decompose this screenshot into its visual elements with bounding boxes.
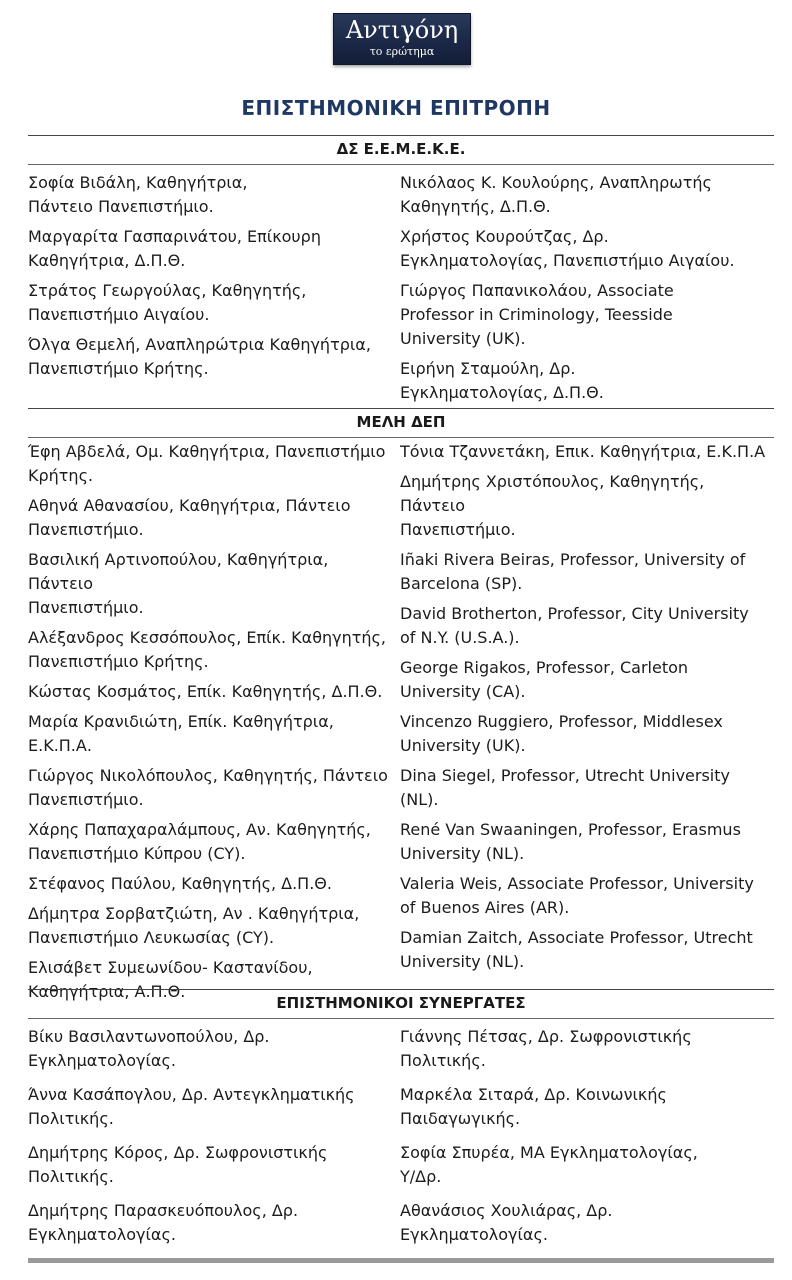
member-entry: Σοφία Σπυρέα, ΜΑ Εγκληματολογίας, Υ/Δρ. xyxy=(400,1143,698,1186)
member-entry: René Van Swaaningen, Professor, Erasmus University (NL). xyxy=(400,820,741,863)
member-entry: Βίκυ Βασιλαντωνοπούλου, Δρ. Εγκληματολογίας. xyxy=(28,1027,270,1070)
right-column xyxy=(400,1019,774,1257)
member-entry: Δημήτρης Χριστόπουλος, Καθηγητής, Πάντειο Πανεπιστήμιο. xyxy=(400,472,705,539)
member-entry: Αθανάσιος Χουλιάρας, Δρ. Εγκληματολογίας. xyxy=(400,1201,613,1244)
right-column xyxy=(400,438,774,980)
member-entry: Ελισάβετ Συμεωνίδου- Καστανίδου, Καθηγήτρια, Α.Π.Θ. xyxy=(28,958,313,1001)
left-column xyxy=(28,165,394,386)
member-entry: Δήμητρα Σορβατζιώτη, Αν . Καθηγήτρια, Πανεπιστήμιο Λευκωσίας (CY). xyxy=(28,904,360,947)
member-entry: George Rigakos, Professor, Carleton University (CA). xyxy=(400,658,689,701)
member-entry: Έφη Αβδελά, Ομ. Καθηγήτρια, Πανεπιστήμιο Κρήτης. xyxy=(28,442,386,485)
section-header: ΔΣ Ε.Ε.Μ.Ε.Κ.Ε. xyxy=(28,135,774,165)
member-entry: Γιάννης Πέτσας, Δρ. Σωφρονιστικής Πολιτικής. xyxy=(400,1027,692,1070)
logo-subtitle: το ερώτημα xyxy=(369,45,435,58)
member-entry: Δημήτρης Παρασκευόπουλος, Δρ. Εγκληματολογίας. xyxy=(28,1201,299,1244)
member-entry: Dina Siegel, Professor, Utrecht University (NL). xyxy=(400,766,730,809)
left-column xyxy=(28,438,394,1010)
member-entry: Αθηνά Αθανασίου, Καθηγήτρια, Πάντειο Πανεπιστήμιο. xyxy=(28,496,351,539)
member-entry: Άννα Κασάπογλου, Δρ. Αντεγκληματικής Πολιτικής. xyxy=(28,1085,355,1128)
member-entry: Κώστας Κοσμάτος, Επίκ. Καθηγητής, Δ.Π.Θ. xyxy=(28,682,383,701)
bottom-divider xyxy=(28,1258,774,1263)
member-entry: Χάρης Παπαχαραλάμπους, Αν. Καθηγητής, Πανεπιστήμιο Κύπρου (CY). xyxy=(28,820,371,863)
member-entry: Σοφία Βιδάλη, Καθηγήτρια, Πάντειο Πανεπιστήμιο. xyxy=(28,173,248,216)
right-column xyxy=(400,165,774,410)
member-entry: Όλγα Θεμελή, Αναπληρώτρια Καθηγήτρια, Πανεπιστήμιο Κρήτης. xyxy=(28,335,371,378)
member-entry: Τόνια Τζαννετάκη, Επικ. Καθηγήτρια, Ε.Κ.Π.Α xyxy=(400,442,766,461)
member-entry: Vincenzo Ruggiero, Professor, Middlesex University (UK). xyxy=(400,712,723,755)
member-entry: Στράτος Γεωργούλας, Καθηγητής, Πανεπιστήμιο Αιγαίου. xyxy=(28,281,307,324)
member-entry: Valeria Weis, Associate Professor, University of Buenos Aires (AR). xyxy=(400,874,754,917)
member-entry: Βασιλική Αρτινοπούλου, Καθηγήτρια, Πάντειο Πανεπιστήμιο. xyxy=(28,550,329,617)
member-entry: Χρήστος Κουρούτζας, Δρ. Εγκληματολογίας, Πανεπιστήμιο Αιγαίου. xyxy=(400,227,735,270)
member-entry: Αλέξανδρος Κεσσόπουλος, Επίκ. Καθηγητής, Πανεπιστήμιο Κρήτης. xyxy=(28,628,386,671)
member-entry: Γιώργος Παπανικολάου, Associate Professor in Criminology, Teesside University (UK). xyxy=(400,281,674,348)
member-entry: Iñaki Rivera Beiras, Professor, University of Barcelona (SP). xyxy=(400,550,746,593)
member-entry: Στέφανος Παύλου, Καθηγητής, Δ.Π.Θ. xyxy=(28,874,332,893)
member-entry: Νικόλαος Κ. Κουλούρης, Αναπληρωτής Καθηγητής, Δ.Π.Θ. xyxy=(400,173,712,216)
member-entry: Μαργαρίτα Γασπαρινάτου, Επίκουρη Καθηγήτρια, Δ.Π.Θ. xyxy=(28,227,321,270)
member-entry: David Brotherton, Professor, City University of N.Y. (U.S.A.). xyxy=(400,604,749,647)
page-title: ΕΠΙΣΤΗΜΟΝΙΚΗ ΕΠΙΤΡΟΠΗ xyxy=(241,96,551,120)
member-entry: Ειρήνη Σταμούλη, Δρ. Εγκληματολογίας, Δ.Π.Θ. xyxy=(400,359,604,402)
section-header: ΜΕΛΗ ΔΕΠ xyxy=(28,408,774,438)
member-entry: Μαρκέλα Σιταρά, Δρ. Κοινωνικής Παιδαγωγικής. xyxy=(400,1085,667,1128)
member-entry: Γιώργος Νικολόπουλος, Καθηγητής, Πάντειο Πανεπιστήμιο. xyxy=(28,766,388,809)
section-header: ΕΠΙΣΤΗΜΟΝΙΚΟΙ ΣΥΝΕΡΓΑΤΕΣ xyxy=(28,989,774,1019)
section-faculty xyxy=(28,408,774,1001)
member-entry: Damian Zaitch, Associate Professor, Utrecht University (NL). xyxy=(400,928,753,971)
logo xyxy=(333,13,471,65)
member-entry: Δημήτρης Κόρος, Δρ. Σωφρονιστικής Πολιτικής. xyxy=(28,1143,328,1186)
left-column xyxy=(28,1019,394,1257)
section-board xyxy=(28,135,774,405)
member-entry: Μαρία Κρανιδιώτη, Επίκ. Καθηγήτρια, Ε.Κ.Π.Α. xyxy=(28,712,334,755)
section-collaborators xyxy=(28,989,774,1259)
logo-name: Αντιγόνη xyxy=(345,16,459,44)
